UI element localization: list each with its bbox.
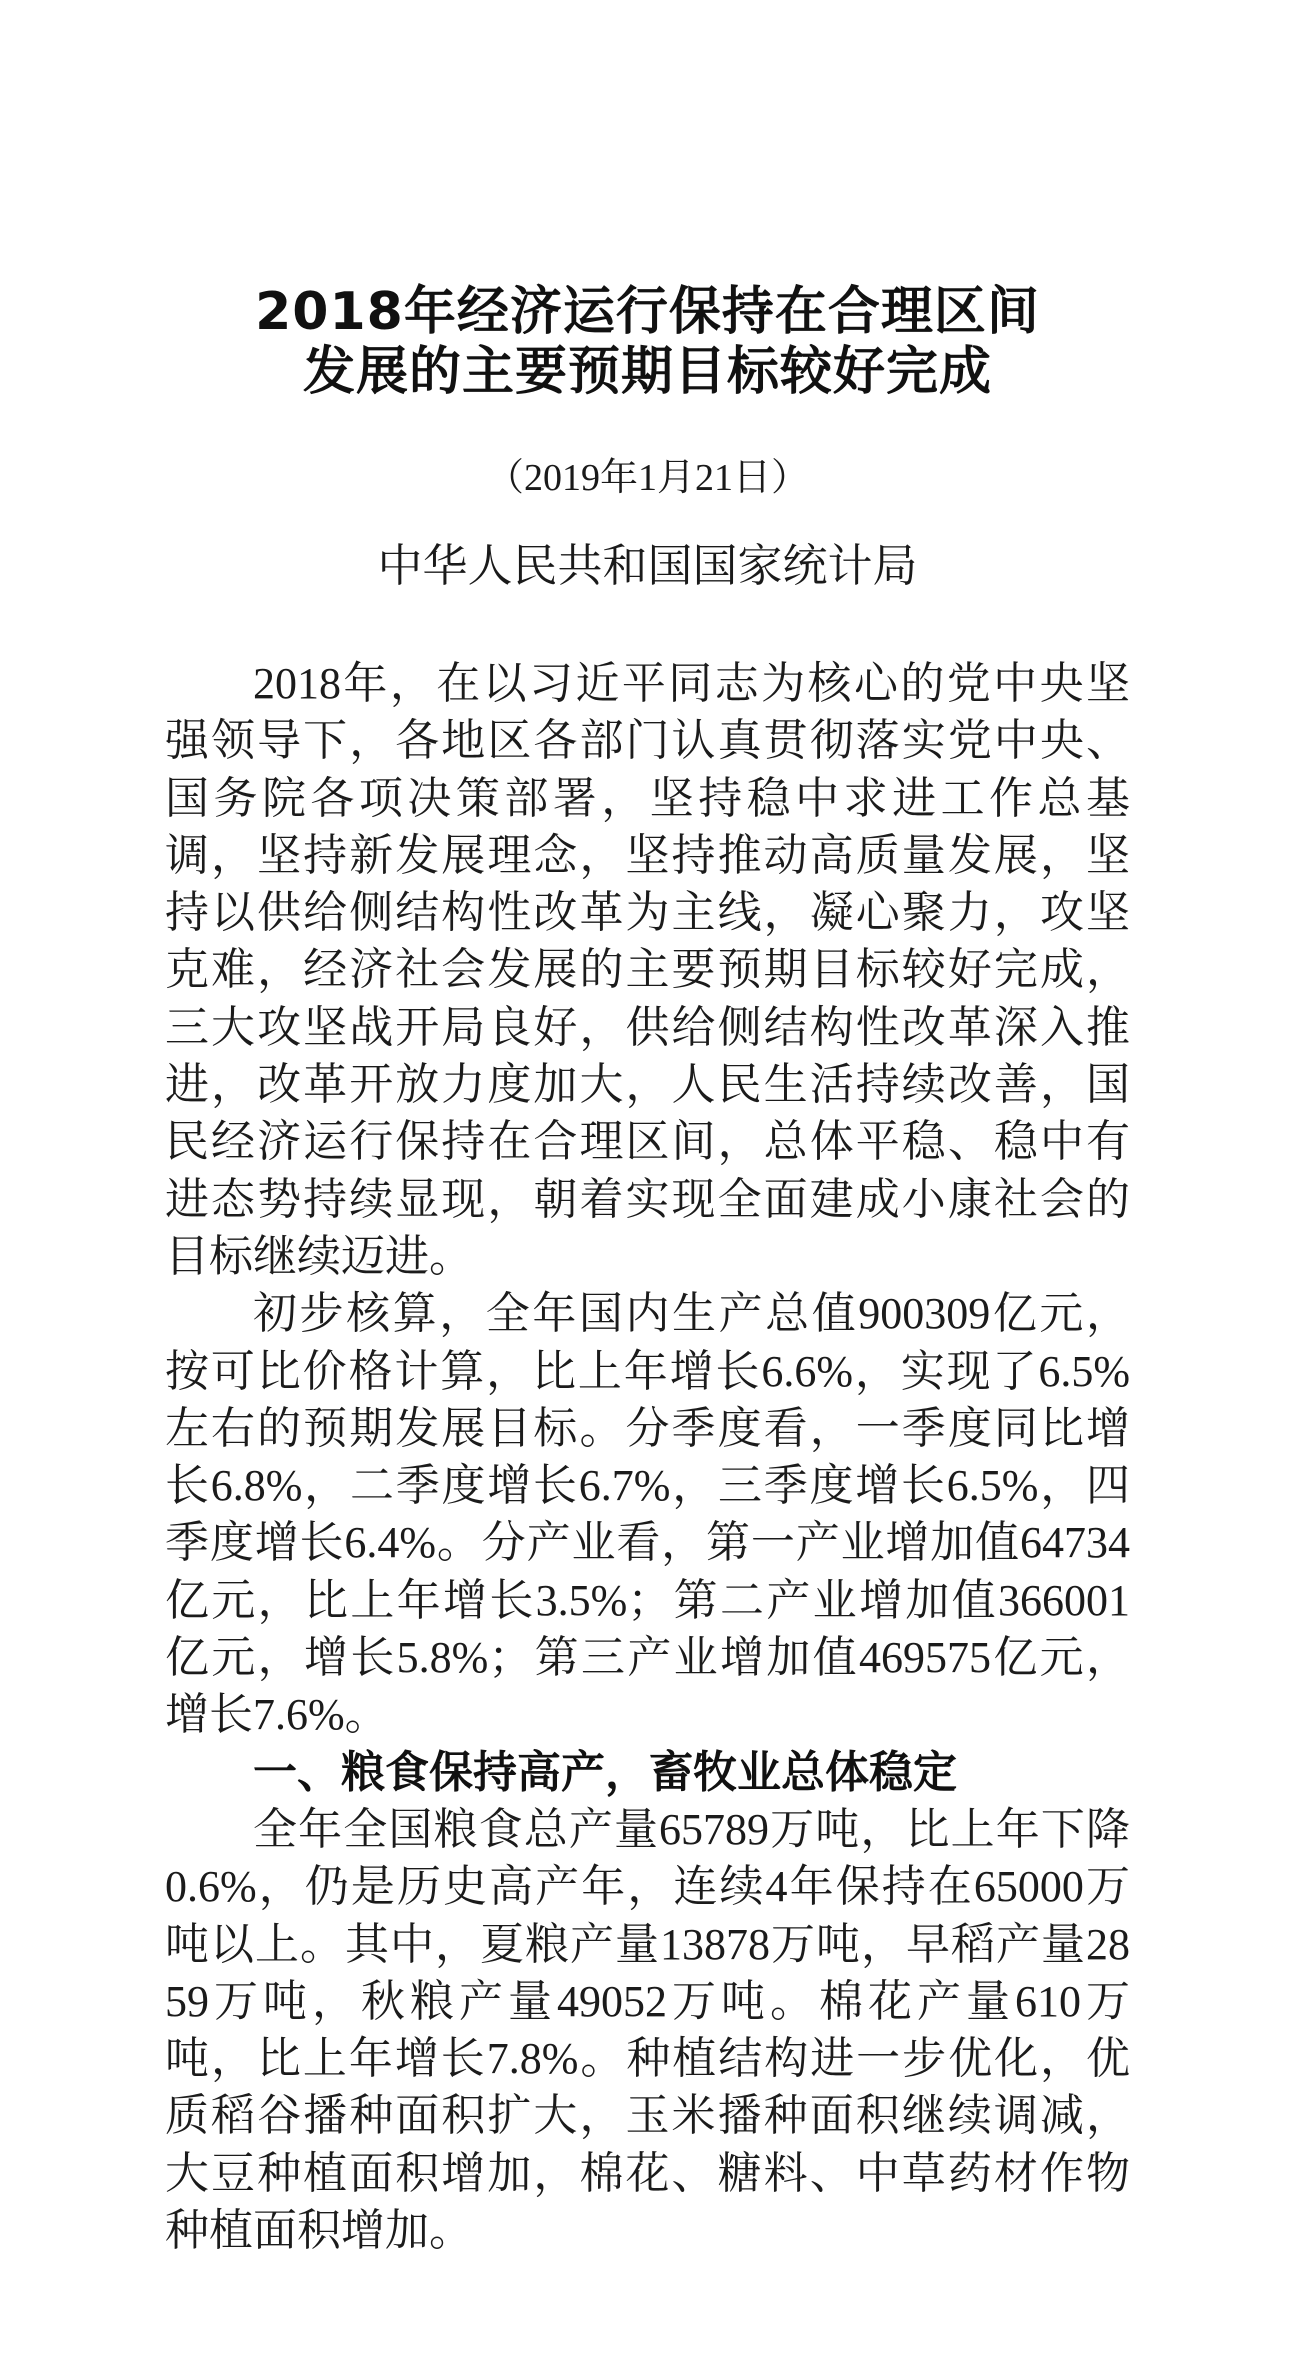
document-body	[165, 655, 1130, 2259]
paragraph-gdp: 初步核算，全年国内生产总值900309亿元，按可比价格计算，比上年增长6.6%，实现了6.5%左右的预期发展目标。分季度看，一季度同比增长6.8%，二季度增长6.7%，三季度增长6.5%，四季度增长6.4%。分产业看，第一产业增加值64734亿元，比上年增长3.5%；第二产业增加值366001亿元，增长5.8%；第三产业增加值469575亿元，增长7.6%。	[165, 1289, 1130, 1740]
title-line-2: 发展的主要预期目标较好完成	[302, 342, 992, 402]
document-author: 中华人民共和国国家统计局	[377, 541, 918, 591]
paragraph-overview: 2018年，在以习近平同志为核心的党中央坚强领导下，各地区各部门认真贯彻落实党中央、国务院各项决策部署，坚持稳中求进工作总基调，坚持新发展理念，坚持推动高质量发展，坚持以供给侧结构性改革为主线，凝心聚力，攻坚克难，经济社会发展的主要预期目标较好完成，三大攻坚战开局良好，供给侧结构性改革深入推进，改革开放力度加大，人民生活持续改善，国民经济运行保持在合理区间，总体平稳、稳中有进态势持续显现，朝着实现全面建成小康社会的目标继续迈进。	[165, 659, 1130, 1281]
document-date: （2019年1月21日）	[485, 457, 809, 499]
section-heading-grain: 一、粮食保持高产，畜牧业总体稳定	[253, 1746, 957, 1798]
document-title	[165, 282, 1130, 402]
paragraph-grain-output: 全年全国粮食总产量65789万吨，比上年下降0.6%，仍是历史高产年，连续4年保持在65000万吨以上。其中，夏粮产量13878万吨，早稻产量2859万吨，秋粮产量49052万吨。棉花产量610万吨，比上年增长7.8%。种植结构进一步优化，优质稻谷播种面积扩大，玉米播种面积继续调减，大豆种植面积增加，棉花、糖料、中草药材作物种植面积增加。	[165, 1804, 1130, 2256]
title-line-1: 2018年经济运行保持在合理区间	[255, 282, 1040, 342]
